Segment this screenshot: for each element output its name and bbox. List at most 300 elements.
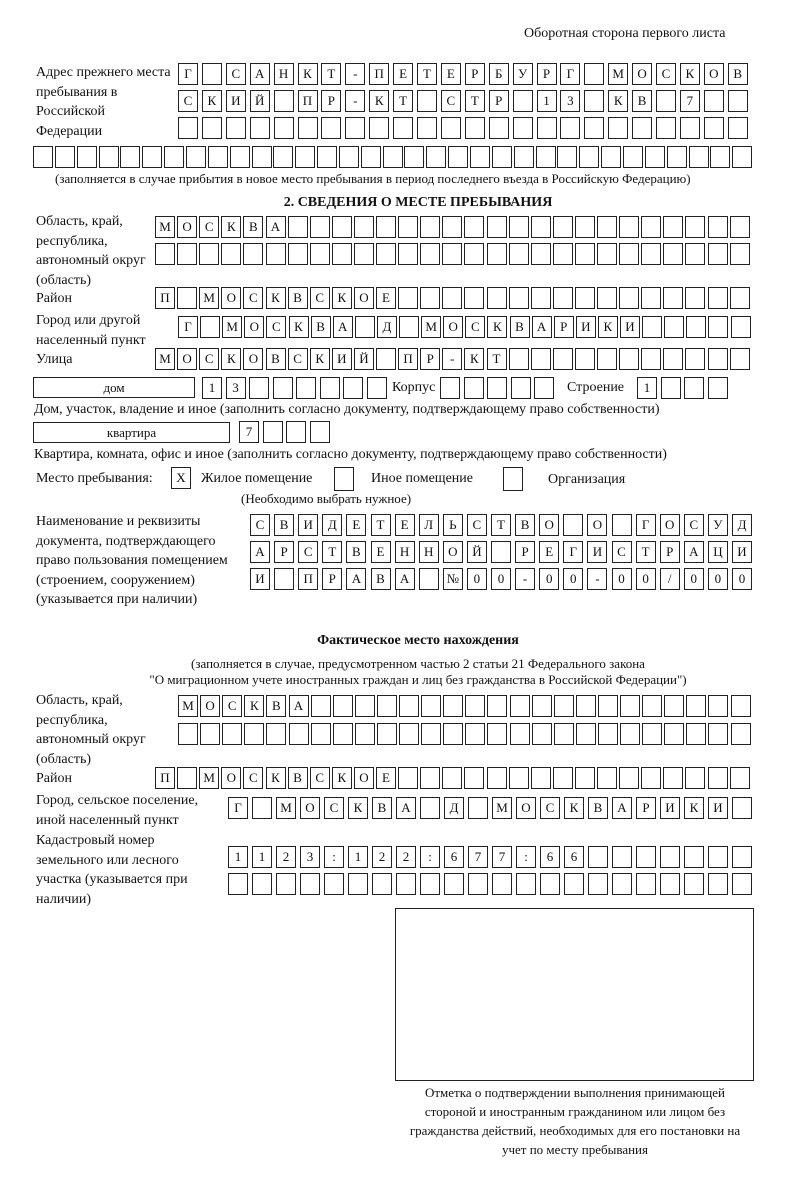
char-cell[interactable]: [575, 243, 595, 265]
char-cell[interactable]: [355, 316, 375, 338]
char-cell[interactable]: [345, 117, 365, 139]
char-cell[interactable]: [317, 146, 337, 168]
char-cell[interactable]: [310, 243, 330, 265]
char-cell[interactable]: В: [346, 541, 366, 563]
char-cell[interactable]: К: [598, 316, 618, 338]
char-cell[interactable]: А: [346, 568, 366, 590]
char-cell[interactable]: В: [266, 695, 286, 717]
char-cell[interactable]: Г: [636, 514, 656, 536]
char-cell[interactable]: [686, 695, 706, 717]
char-cell[interactable]: [642, 316, 662, 338]
char-cell[interactable]: [311, 695, 331, 717]
char-cell[interactable]: Е: [376, 287, 396, 309]
char-cell[interactable]: [732, 146, 752, 168]
char-cell[interactable]: [588, 846, 608, 868]
char-cell[interactable]: Н: [274, 63, 294, 85]
char-cell[interactable]: Р: [420, 348, 440, 370]
char-cell[interactable]: 1: [537, 90, 557, 112]
char-cell[interactable]: [689, 146, 709, 168]
flat-type-field[interactable]: квартира: [33, 422, 230, 443]
char-cell[interactable]: [464, 767, 484, 789]
char-cell[interactable]: [369, 117, 389, 139]
char-cell[interactable]: [641, 287, 661, 309]
char-cell[interactable]: [274, 90, 294, 112]
char-cell[interactable]: -: [345, 90, 365, 112]
char-cell[interactable]: [199, 243, 219, 265]
char-cell[interactable]: В: [372, 797, 392, 819]
char-cell[interactable]: :: [516, 846, 536, 868]
char-cell[interactable]: Е: [371, 541, 391, 563]
char-cell[interactable]: [288, 216, 308, 238]
char-cell[interactable]: 0: [732, 568, 752, 590]
char-cell[interactable]: К: [332, 287, 352, 309]
char-cell[interactable]: [608, 117, 628, 139]
char-cell[interactable]: 0: [636, 568, 656, 590]
char-cell[interactable]: А: [333, 316, 353, 338]
char-cell[interactable]: [663, 348, 683, 370]
char-cell[interactable]: М: [199, 287, 219, 309]
char-cell[interactable]: [731, 316, 751, 338]
char-cell[interactable]: [664, 695, 684, 717]
char-cell[interactable]: С: [243, 287, 263, 309]
char-cell[interactable]: Т: [321, 63, 341, 85]
char-cell[interactable]: 1: [252, 846, 272, 868]
char-cell[interactable]: [355, 723, 375, 745]
char-cell[interactable]: [730, 287, 750, 309]
char-cell[interactable]: О: [221, 767, 241, 789]
char-cell[interactable]: 0: [612, 568, 632, 590]
char-cell[interactable]: [598, 723, 618, 745]
char-cell[interactable]: [620, 695, 640, 717]
char-cell[interactable]: [513, 117, 533, 139]
char-cell[interactable]: Г: [178, 63, 198, 85]
char-cell[interactable]: П: [298, 568, 318, 590]
char-cell[interactable]: [310, 216, 330, 238]
char-cell[interactable]: :: [420, 846, 440, 868]
char-cell[interactable]: [464, 216, 484, 238]
char-cell[interactable]: О: [587, 514, 607, 536]
char-cell[interactable]: 3: [226, 377, 246, 399]
char-cell[interactable]: [464, 243, 484, 265]
char-cell[interactable]: [684, 377, 704, 399]
char-cell[interactable]: [420, 873, 440, 895]
char-cell[interactable]: [470, 146, 490, 168]
char-cell[interactable]: Т: [393, 90, 413, 112]
char-cell[interactable]: :: [324, 846, 344, 868]
char-cell[interactable]: [664, 316, 684, 338]
char-cell[interactable]: Н: [395, 541, 415, 563]
char-cell[interactable]: [576, 723, 596, 745]
char-cell[interactable]: Д: [377, 316, 397, 338]
char-cell[interactable]: 2: [276, 846, 296, 868]
char-cell[interactable]: 0: [491, 568, 511, 590]
char-cell[interactable]: [656, 90, 676, 112]
char-cell[interactable]: [464, 287, 484, 309]
char-cell[interactable]: С: [656, 63, 676, 85]
char-cell[interactable]: О: [354, 767, 374, 789]
char-cell[interactable]: [492, 873, 512, 895]
char-cell[interactable]: О: [632, 63, 652, 85]
char-cell[interactable]: [663, 287, 683, 309]
char-cell[interactable]: К: [684, 797, 704, 819]
char-cell[interactable]: Т: [465, 90, 485, 112]
char-cell[interactable]: [487, 243, 507, 265]
char-cell[interactable]: [230, 146, 250, 168]
char-cell[interactable]: И: [732, 541, 752, 563]
char-cell[interactable]: [420, 797, 440, 819]
char-cell[interactable]: С: [467, 514, 487, 536]
char-cell[interactable]: Р: [322, 568, 342, 590]
organization-checkbox[interactable]: [503, 467, 523, 491]
char-cell[interactable]: Р: [554, 316, 574, 338]
char-cell[interactable]: [286, 421, 306, 443]
char-cell[interactable]: [531, 243, 551, 265]
char-cell[interactable]: Е: [376, 767, 396, 789]
char-cell[interactable]: И: [708, 797, 728, 819]
char-cell[interactable]: [221, 243, 241, 265]
char-cell[interactable]: [509, 348, 529, 370]
char-cell[interactable]: [465, 695, 485, 717]
char-cell[interactable]: [732, 873, 752, 895]
char-cell[interactable]: С: [465, 316, 485, 338]
char-cell[interactable]: [417, 90, 437, 112]
char-cell[interactable]: О: [539, 514, 559, 536]
char-cell[interactable]: [531, 767, 551, 789]
char-cell[interactable]: 6: [540, 846, 560, 868]
char-cell[interactable]: К: [369, 90, 389, 112]
char-cell[interactable]: [557, 146, 577, 168]
char-cell[interactable]: [597, 767, 617, 789]
char-cell[interactable]: Е: [539, 541, 559, 563]
char-cell[interactable]: [576, 695, 596, 717]
char-cell[interactable]: [641, 348, 661, 370]
char-cell[interactable]: [489, 117, 509, 139]
char-cell[interactable]: К: [310, 348, 330, 370]
char-cell[interactable]: [383, 146, 403, 168]
char-cell[interactable]: [200, 316, 220, 338]
char-cell[interactable]: [664, 723, 684, 745]
char-cell[interactable]: И: [620, 316, 640, 338]
char-cell[interactable]: Ь: [443, 514, 463, 536]
char-cell[interactable]: [298, 117, 318, 139]
char-cell[interactable]: [252, 873, 272, 895]
char-cell[interactable]: [685, 216, 705, 238]
char-cell[interactable]: [468, 873, 488, 895]
char-cell[interactable]: [332, 216, 352, 238]
char-cell[interactable]: [554, 723, 574, 745]
char-cell[interactable]: В: [510, 316, 530, 338]
char-cell[interactable]: [419, 568, 439, 590]
char-cell[interactable]: О: [177, 348, 197, 370]
char-cell[interactable]: [398, 287, 418, 309]
char-cell[interactable]: [492, 146, 512, 168]
char-cell[interactable]: [645, 146, 665, 168]
char-cell[interactable]: [487, 723, 507, 745]
char-cell[interactable]: 0: [563, 568, 583, 590]
char-cell[interactable]: В: [632, 90, 652, 112]
char-cell[interactable]: [266, 723, 286, 745]
char-cell[interactable]: [77, 146, 97, 168]
char-cell[interactable]: [404, 146, 424, 168]
char-cell[interactable]: [441, 117, 461, 139]
char-cell[interactable]: [710, 146, 730, 168]
char-cell[interactable]: [420, 243, 440, 265]
char-cell[interactable]: С: [199, 216, 219, 238]
char-cell[interactable]: [588, 873, 608, 895]
char-cell[interactable]: [728, 90, 748, 112]
char-cell[interactable]: [178, 117, 198, 139]
char-cell[interactable]: [333, 695, 353, 717]
char-cell[interactable]: 1: [637, 377, 657, 399]
char-cell[interactable]: [575, 348, 595, 370]
char-cell[interactable]: П: [155, 767, 175, 789]
char-cell[interactable]: [708, 243, 728, 265]
char-cell[interactable]: [509, 287, 529, 309]
char-cell[interactable]: [680, 117, 700, 139]
char-cell[interactable]: В: [311, 316, 331, 338]
char-cell[interactable]: 6: [444, 846, 464, 868]
char-cell[interactable]: [686, 723, 706, 745]
char-cell[interactable]: [730, 767, 750, 789]
char-cell[interactable]: [708, 316, 728, 338]
char-cell[interactable]: К: [221, 216, 241, 238]
char-cell[interactable]: [612, 846, 632, 868]
char-cell[interactable]: [579, 146, 599, 168]
char-cell[interactable]: [730, 243, 750, 265]
char-cell[interactable]: [708, 377, 728, 399]
char-cell[interactable]: И: [250, 568, 270, 590]
char-cell[interactable]: [155, 243, 175, 265]
char-cell[interactable]: [226, 117, 246, 139]
char-cell[interactable]: 0: [708, 568, 728, 590]
char-cell[interactable]: [200, 723, 220, 745]
char-cell[interactable]: [685, 348, 705, 370]
char-cell[interactable]: [487, 377, 507, 399]
char-cell[interactable]: [540, 873, 560, 895]
char-cell[interactable]: [663, 243, 683, 265]
char-cell[interactable]: [442, 243, 462, 265]
char-cell[interactable]: [208, 146, 228, 168]
char-cell[interactable]: С: [612, 541, 632, 563]
char-cell[interactable]: [99, 146, 119, 168]
char-cell[interactable]: [399, 723, 419, 745]
char-cell[interactable]: /: [660, 568, 680, 590]
char-cell[interactable]: Б: [489, 63, 509, 85]
char-cell[interactable]: [560, 117, 580, 139]
char-cell[interactable]: [597, 243, 617, 265]
char-cell[interactable]: [732, 797, 752, 819]
char-cell[interactable]: О: [660, 514, 680, 536]
char-cell[interactable]: [531, 216, 551, 238]
char-cell[interactable]: П: [155, 287, 175, 309]
char-cell[interactable]: И: [298, 514, 318, 536]
char-cell[interactable]: К: [464, 348, 484, 370]
char-cell[interactable]: [443, 695, 463, 717]
residential-checkbox[interactable]: X: [171, 467, 191, 489]
char-cell[interactable]: К: [564, 797, 584, 819]
char-cell[interactable]: К: [289, 316, 309, 338]
char-cell[interactable]: [708, 348, 728, 370]
char-cell[interactable]: [619, 348, 639, 370]
char-cell[interactable]: [510, 723, 530, 745]
char-cell[interactable]: [514, 146, 534, 168]
char-cell[interactable]: Р: [321, 90, 341, 112]
char-cell[interactable]: [396, 873, 416, 895]
char-cell[interactable]: [222, 723, 242, 745]
char-cell[interactable]: [684, 873, 704, 895]
char-cell[interactable]: М: [155, 216, 175, 238]
char-cell[interactable]: С: [288, 348, 308, 370]
char-cell[interactable]: С: [226, 63, 246, 85]
char-cell[interactable]: [444, 873, 464, 895]
char-cell[interactable]: [708, 723, 728, 745]
char-cell[interactable]: -: [345, 63, 365, 85]
char-cell[interactable]: [685, 767, 705, 789]
char-cell[interactable]: [354, 243, 374, 265]
char-cell[interactable]: 0: [684, 568, 704, 590]
char-cell[interactable]: [228, 873, 248, 895]
char-cell[interactable]: [597, 348, 617, 370]
char-cell[interactable]: М: [155, 348, 175, 370]
char-cell[interactable]: [274, 568, 294, 590]
char-cell[interactable]: Д: [732, 514, 752, 536]
char-cell[interactable]: 6: [564, 846, 584, 868]
char-cell[interactable]: [553, 287, 573, 309]
char-cell[interactable]: О: [443, 541, 463, 563]
char-cell[interactable]: [563, 514, 583, 536]
char-cell[interactable]: Р: [537, 63, 557, 85]
char-cell[interactable]: К: [221, 348, 241, 370]
char-cell[interactable]: [250, 117, 270, 139]
char-cell[interactable]: [532, 695, 552, 717]
char-cell[interactable]: [641, 216, 661, 238]
char-cell[interactable]: [584, 90, 604, 112]
char-cell[interactable]: [684, 846, 704, 868]
char-cell[interactable]: [704, 90, 724, 112]
char-cell[interactable]: В: [288, 287, 308, 309]
char-cell[interactable]: [708, 695, 728, 717]
char-cell[interactable]: К: [266, 767, 286, 789]
char-cell[interactable]: [276, 873, 296, 895]
char-cell[interactable]: [354, 216, 374, 238]
char-cell[interactable]: Т: [371, 514, 391, 536]
char-cell[interactable]: [252, 146, 272, 168]
char-cell[interactable]: [661, 377, 681, 399]
char-cell[interactable]: [202, 63, 222, 85]
char-cell[interactable]: [442, 216, 462, 238]
char-cell[interactable]: [311, 723, 331, 745]
char-cell[interactable]: У: [513, 63, 533, 85]
char-cell[interactable]: [372, 873, 392, 895]
char-cell[interactable]: [440, 377, 460, 399]
char-cell[interactable]: [465, 723, 485, 745]
char-cell[interactable]: В: [515, 514, 535, 536]
char-cell[interactable]: [426, 146, 446, 168]
char-cell[interactable]: [421, 695, 441, 717]
char-cell[interactable]: [619, 287, 639, 309]
char-cell[interactable]: В: [266, 348, 286, 370]
char-cell[interactable]: 0: [467, 568, 487, 590]
char-cell[interactable]: Р: [465, 63, 485, 85]
char-cell[interactable]: [730, 216, 750, 238]
char-cell[interactable]: Г: [560, 63, 580, 85]
char-cell[interactable]: Р: [274, 541, 294, 563]
char-cell[interactable]: [641, 243, 661, 265]
char-cell[interactable]: [324, 873, 344, 895]
char-cell[interactable]: Е: [441, 63, 461, 85]
char-cell[interactable]: [442, 767, 462, 789]
char-cell[interactable]: С: [684, 514, 704, 536]
char-cell[interactable]: [531, 348, 551, 370]
char-cell[interactable]: [612, 873, 632, 895]
char-cell[interactable]: И: [226, 90, 246, 112]
char-cell[interactable]: [398, 243, 418, 265]
char-cell[interactable]: К: [487, 316, 507, 338]
char-cell[interactable]: К: [244, 695, 264, 717]
char-cell[interactable]: [177, 767, 197, 789]
char-cell[interactable]: [491, 541, 511, 563]
char-cell[interactable]: [704, 117, 724, 139]
char-cell[interactable]: Й: [354, 348, 374, 370]
char-cell[interactable]: [564, 873, 584, 895]
char-cell[interactable]: О: [221, 287, 241, 309]
char-cell[interactable]: [376, 243, 396, 265]
char-cell[interactable]: [333, 723, 353, 745]
char-cell[interactable]: Е: [395, 514, 415, 536]
char-cell[interactable]: [536, 146, 556, 168]
char-cell[interactable]: Г: [228, 797, 248, 819]
char-cell[interactable]: В: [588, 797, 608, 819]
char-cell[interactable]: [421, 723, 441, 745]
char-cell[interactable]: А: [289, 695, 309, 717]
char-cell[interactable]: [686, 316, 706, 338]
char-cell[interactable]: [553, 767, 573, 789]
char-cell[interactable]: [442, 287, 462, 309]
char-cell[interactable]: [464, 377, 484, 399]
char-cell[interactable]: [731, 695, 751, 717]
char-cell[interactable]: Т: [417, 63, 437, 85]
char-cell[interactable]: С: [310, 767, 330, 789]
char-cell[interactable]: [202, 117, 222, 139]
char-cell[interactable]: Г: [563, 541, 583, 563]
char-cell[interactable]: К: [608, 90, 628, 112]
char-cell[interactable]: И: [587, 541, 607, 563]
char-cell[interactable]: [249, 377, 269, 399]
char-cell[interactable]: А: [396, 797, 416, 819]
char-cell[interactable]: 1: [348, 846, 368, 868]
char-cell[interactable]: У: [708, 514, 728, 536]
char-cell[interactable]: [641, 767, 661, 789]
char-cell[interactable]: А: [250, 541, 270, 563]
char-cell[interactable]: О: [244, 316, 264, 338]
char-cell[interactable]: [300, 873, 320, 895]
char-cell[interactable]: [186, 146, 206, 168]
char-cell[interactable]: [289, 723, 309, 745]
char-cell[interactable]: А: [250, 63, 270, 85]
char-cell[interactable]: 7: [492, 846, 512, 868]
char-cell[interactable]: М: [492, 797, 512, 819]
char-cell[interactable]: [487, 767, 507, 789]
char-cell[interactable]: -: [587, 568, 607, 590]
char-cell[interactable]: [620, 723, 640, 745]
char-cell[interactable]: 7: [468, 846, 488, 868]
char-cell[interactable]: [266, 243, 286, 265]
char-cell[interactable]: [636, 873, 656, 895]
char-cell[interactable]: 7: [239, 421, 259, 443]
char-cell[interactable]: [376, 348, 396, 370]
char-cell[interactable]: А: [266, 216, 286, 238]
char-cell[interactable]: С: [199, 348, 219, 370]
